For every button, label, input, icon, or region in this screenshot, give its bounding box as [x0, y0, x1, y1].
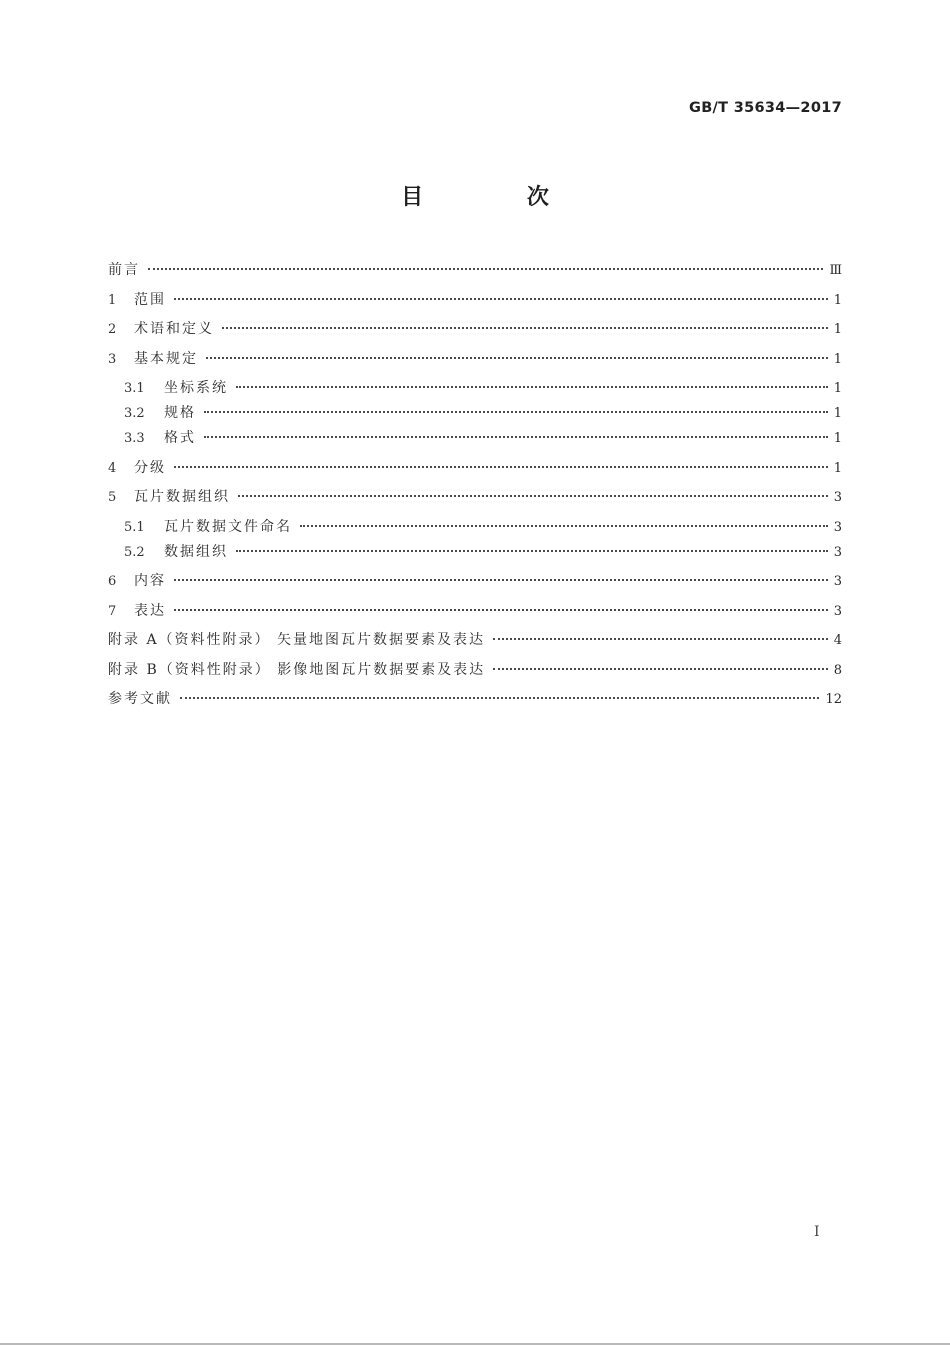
- toc-entry-page: 1: [833, 381, 842, 396]
- toc-dot-leader: [174, 298, 828, 300]
- toc-entry-3-1[interactable]: [108, 376, 842, 401]
- toc-entry-page: 8: [833, 662, 842, 678]
- toc-entry-number: 1: [108, 292, 117, 308]
- toc-entry-page: 1: [833, 351, 842, 367]
- toc-dot-leader: [204, 436, 828, 438]
- toc-entry-page: 3: [833, 490, 842, 505]
- toc-entry-label: 格式: [164, 430, 196, 446]
- toc-dot-leader: [493, 638, 828, 640]
- toc-title: 目 次: [401, 185, 597, 210]
- toc-entry-label: 附录 B（资料性附录） 影像地图瓦片数据要素及表达: [108, 661, 486, 678]
- toc-entry-appendix-a[interactable]: [108, 628, 842, 653]
- toc-entry-page: Ⅲ: [829, 263, 842, 278]
- toc-entry-number: 5: [108, 490, 117, 505]
- toc-dot-leader: [300, 525, 828, 527]
- toc-entry-label: 内容: [134, 573, 166, 589]
- toc-dot-leader: [174, 579, 828, 581]
- toc-entry-label: 瓦片数据组织: [134, 489, 230, 505]
- toc-dot-leader: [206, 357, 828, 359]
- page-number: I: [814, 1224, 820, 1240]
- toc-entry-label: 规格: [164, 405, 196, 421]
- toc-entry-page: 1: [833, 292, 842, 308]
- toc-entry-page: 3: [833, 519, 842, 535]
- toc-dot-leader: [493, 668, 828, 670]
- toc-entry-5-2[interactable]: [108, 540, 842, 565]
- toc-entry-page: 4: [833, 633, 842, 648]
- toc-dot-leader: [180, 697, 819, 699]
- toc-entry-page: 3: [833, 544, 842, 560]
- toc-entry-label: 基本规定: [134, 350, 198, 367]
- toc-dot-leader: [148, 268, 823, 270]
- toc-entry-label: 术语和定义: [134, 321, 214, 337]
- toc-entry-number: 3.3: [124, 431, 145, 446]
- toc-entry-4[interactable]: [108, 456, 842, 481]
- toc-dot-leader: [238, 495, 828, 497]
- toc-entry-label: 参考文献: [108, 691, 172, 707]
- toc-entry-number: 3.2: [124, 406, 145, 421]
- toc-entry-5-1[interactable]: [108, 515, 842, 540]
- toc-entry-number: 5.1: [124, 519, 145, 535]
- toc-entry-number: 4: [108, 460, 117, 476]
- toc-entry-preface[interactable]: [108, 258, 842, 283]
- toc-entry-3[interactable]: [108, 347, 842, 372]
- toc-entry-6[interactable]: [108, 569, 842, 594]
- toc-entry-3-2[interactable]: [108, 401, 842, 426]
- toc-entry-page: 3: [833, 603, 842, 619]
- toc-entry-number: 5.2: [124, 544, 145, 560]
- toc-dot-leader: [174, 466, 828, 468]
- toc-entry-2[interactable]: [108, 317, 842, 342]
- toc-entry-number: 6: [108, 574, 117, 589]
- toc-entry-page: 12: [825, 692, 842, 707]
- toc-dot-leader: [204, 411, 828, 413]
- toc-entry-5[interactable]: [108, 485, 842, 510]
- toc-entry-page: 1: [833, 460, 842, 476]
- toc-entry-label: 表达: [134, 602, 166, 619]
- toc-entry-label: 坐标系统: [164, 380, 228, 396]
- toc-entry-page: 1: [833, 406, 842, 421]
- toc-entry-label: 附录 A（资料性附录） 矢量地图瓦片数据要素及表达: [108, 632, 486, 648]
- toc-entry-label: 数据组织: [164, 543, 228, 560]
- toc-entry-number: 2: [108, 322, 117, 337]
- toc-entry-appendix-b[interactable]: [108, 658, 842, 683]
- document-code: GB/T 35634—2017: [689, 100, 842, 116]
- toc-dot-leader: [236, 550, 828, 552]
- toc-entry-page: 1: [833, 322, 842, 337]
- toc-dot-leader: [222, 327, 828, 329]
- toc-dot-leader: [236, 386, 828, 388]
- toc-entry-1[interactable]: [108, 288, 842, 313]
- toc-entry-7[interactable]: [108, 599, 842, 624]
- toc-entry-label: 瓦片数据文件命名: [164, 518, 292, 535]
- toc-entry-number: 3: [108, 351, 117, 367]
- toc-entry-references[interactable]: [108, 687, 842, 712]
- toc-entry-3-3[interactable]: [108, 426, 842, 451]
- table-of-contents: [108, 258, 842, 712]
- toc-entry-label: 范围: [134, 291, 166, 308]
- toc-entry-number: 3.1: [124, 381, 145, 396]
- toc-entry-page: 3: [833, 574, 842, 589]
- toc-dot-leader: [174, 609, 828, 611]
- toc-entry-page: 1: [833, 431, 842, 446]
- toc-entry-label: 分级: [134, 459, 166, 476]
- toc-entry-number: 7: [108, 603, 117, 619]
- toc-entry-label: 前言: [108, 262, 140, 278]
